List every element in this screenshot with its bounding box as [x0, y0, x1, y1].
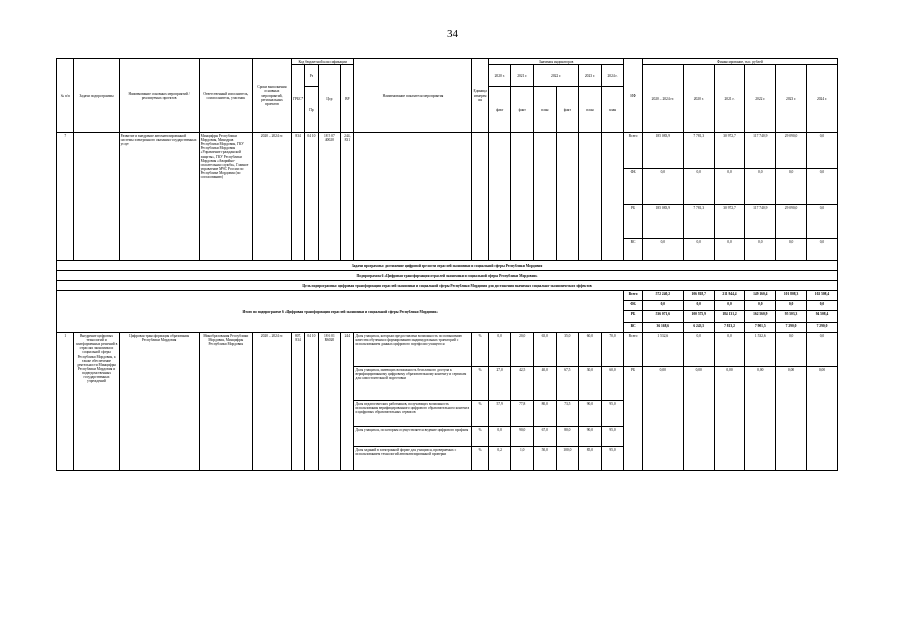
indicator-value: 60,0	[601, 367, 624, 401]
col-unit-header: Единица измерения	[472, 59, 488, 133]
finance-value: 0,0	[806, 301, 837, 311]
finance-source: Всего	[624, 291, 642, 301]
col-pr-header: Пр	[305, 87, 318, 133]
col-rz-header: Рз	[305, 65, 318, 87]
finance-year-header: 2021 г.	[714, 65, 745, 133]
col-csr-header: Цср	[318, 65, 341, 133]
row-value	[534, 133, 557, 261]
indicator-value: 1,0	[511, 447, 534, 471]
finance-value: 536 071,6	[642, 311, 683, 323]
indicator-value: 0,0	[488, 333, 511, 367]
indicator-value: 67,0	[534, 427, 557, 447]
finance-year-header: 2024 г.	[806, 65, 837, 133]
col-values-header: Значения индикаторов	[488, 59, 623, 65]
col-period-header: Сроки выполнения основных мероприятий, региональных проектов	[252, 59, 291, 133]
finance-value: 149 160,4	[745, 291, 776, 301]
finance-source: ФБ	[624, 169, 642, 205]
finance-value: 7 781,3	[683, 205, 714, 239]
row-vr: 244, 831	[341, 133, 354, 261]
indicator-value: 60,0	[579, 333, 602, 367]
finance-value: 7 813,2	[714, 323, 745, 333]
program-table-wrapper	[56, 58, 838, 471]
row-value	[511, 133, 534, 261]
indicator-name: Доля учащихся, по которым осуществляется ведение цифрового профиля	[354, 427, 472, 447]
indicator-unit: %	[472, 333, 488, 367]
finance-value: 572 240,2	[642, 291, 683, 301]
row-grbs: 807, 834	[291, 333, 304, 471]
col-vr-header: ВР	[341, 65, 354, 133]
finance-value: 117 740,9	[745, 133, 776, 169]
finance-value: 0,0	[683, 169, 714, 205]
finance-value: 185 083,9	[642, 205, 683, 239]
finance-value: 185 083,9	[642, 133, 683, 169]
values-year-header: 2024 г.	[601, 65, 624, 87]
finance-value: 0,0	[642, 169, 683, 205]
finance-value: 0,00	[745, 367, 776, 471]
section-subprogram: Подпрограмма 6 «Цифровая трансформация отраслей экономики и социальной сферы Республики Мордовия»	[57, 271, 838, 281]
indicator-value: 65,0	[534, 333, 557, 367]
indicator-value: 50,0	[534, 447, 557, 471]
finance-value: 0,0	[714, 169, 745, 205]
finance-value: 0,0	[683, 239, 714, 261]
row-period: 2020 – 2024 гг.	[252, 133, 291, 261]
values-sub-header: факт	[488, 87, 511, 133]
finance-value: 94 508,4	[806, 311, 837, 323]
indicator-value: 70,0	[601, 333, 624, 367]
finance-value: 0,00	[776, 367, 807, 471]
finance-value: 0,00	[714, 367, 745, 471]
finance-source: ВС	[624, 323, 642, 333]
row-vr: 244	[341, 333, 354, 471]
indicator-value: 85,0	[579, 447, 602, 471]
values-sub-header: план	[579, 87, 602, 133]
finance-value: 0,00	[683, 367, 714, 471]
row-unit	[472, 133, 488, 261]
row-value	[488, 133, 511, 261]
finance-value: 30 972,7	[714, 205, 745, 239]
values-year-header: 2021 г.	[511, 65, 534, 87]
finance-value: 100 575,9	[683, 311, 714, 323]
indicator-name: Доля учащихся, которым предоставлена возможность по повышению качества обучения и формированию индивидуальных траекторий с использованием данных цифрового портфолио учащегося	[354, 333, 472, 367]
finance-value: 0,0	[806, 333, 837, 367]
finance-value: 29 090,0	[776, 205, 807, 239]
row-csr: 18 5 07 40020	[318, 133, 341, 261]
values-year-header: 2022 г.	[534, 65, 579, 87]
table-row	[57, 333, 838, 367]
finance-value: 0,0	[714, 301, 745, 311]
indicator-value: 77,8	[511, 401, 534, 427]
finance-year-header: 2022 г.	[745, 65, 776, 133]
finance-value: 0,0	[776, 169, 807, 205]
finance-value: 0,0	[683, 333, 714, 367]
indicator-value: 95,0	[601, 427, 624, 447]
indicator-value: 100,0	[556, 447, 579, 471]
col-measure-header: Наименование основных мероприятий / реализуемых проектов	[119, 59, 199, 133]
row-measure: Цифровая трансформация образования Республики Мордовия	[119, 333, 199, 471]
indicator-value: 57,9	[488, 401, 511, 427]
indicator-unit: %	[472, 367, 488, 401]
finance-value: 0,00	[806, 367, 837, 471]
indicator-value: 90,0	[579, 427, 602, 447]
indicator-unit: %	[472, 447, 488, 471]
indicator-value: 73,5	[556, 401, 579, 427]
indicator-value: 90,0	[579, 401, 602, 427]
finance-value: 0,0	[776, 239, 807, 261]
col-task-header: Задачи подпрограммы	[74, 59, 119, 133]
finance-value: 0,0	[776, 333, 807, 367]
values-sub-header: план	[601, 87, 624, 133]
finance-value: 6 243,5	[683, 323, 714, 333]
finance-value: 0,0	[806, 205, 837, 239]
finance-value: 7 290,0	[806, 323, 837, 333]
finance-value: 0,0	[745, 301, 776, 311]
program-table	[56, 58, 838, 471]
row-num: 1	[57, 333, 74, 471]
col-finance-header: Финансирование, тыс. рублей	[642, 59, 837, 65]
finance-value: 117 740,9	[745, 205, 776, 239]
col-responsible-header: Ответственный исполнитель, соисполнитель, участник	[199, 59, 252, 133]
finance-source: ФБ	[624, 301, 642, 311]
values-year-header: 2020 г.	[488, 65, 511, 87]
indicator-value: 30,0	[579, 367, 602, 401]
values-sub-header: факт	[511, 87, 534, 133]
finance-value: 0,0	[745, 239, 776, 261]
row-indicator	[354, 133, 472, 261]
indicator-value: 90,0	[511, 427, 534, 447]
finance-value: 0,00	[642, 367, 683, 471]
finance-value: 162 560,9	[745, 311, 776, 323]
finance-value: 29 090,0	[776, 133, 807, 169]
finance-value: 0,0	[806, 169, 837, 205]
row-period: 2020 – 2024 гг.	[252, 333, 291, 471]
page-number: 34	[447, 28, 458, 40]
indicator-value: 40,0	[534, 367, 557, 401]
finance-value: 1 532,6	[642, 333, 683, 367]
table-row	[57, 291, 838, 301]
section-task: Задачи программы: достижение цифровой зрелости отраслей экономики и социальной сферы Республики Мордовия	[57, 261, 838, 271]
col-num-header: № п/п	[57, 59, 74, 133]
finance-source: РБ	[624, 311, 642, 323]
finance-value: 0,0	[806, 239, 837, 261]
col-source-header: ИФ	[624, 59, 642, 133]
row-rz: 04 10	[305, 333, 318, 471]
finance-value: 0,0	[745, 169, 776, 205]
finance-value: 0,0	[714, 239, 745, 261]
row-responsible: Минцифры Республики Мордовия, Минздрав Республики Мордовия, ГКУ Республики Мордовия «Управление гражданской защиты», ГКУ Республики Мордовия «Аварийно-спасательная служба», Главное управление МЧС России по Республике Мордовия (по согласованию)	[199, 133, 252, 261]
indicator-unit: %	[472, 427, 488, 447]
finance-source: РБ	[624, 367, 642, 471]
finance-value: 0,0	[806, 133, 837, 169]
total-label: Итого по подпрограмме 6 «Цифровая трансформация отраслей экономики и социальной сферы Республики Мордовия»	[57, 291, 624, 333]
row-num: 7	[57, 133, 74, 261]
row-value	[579, 133, 602, 261]
indicator-value: 80,0	[556, 427, 579, 447]
col-budget-code-header: Код бюджетной классификации	[291, 59, 354, 65]
finance-year-header: 2020 – 2024 гг.	[642, 65, 683, 133]
finance-value: 95 503,3	[776, 311, 807, 323]
finance-value: 102 508,4	[806, 291, 837, 301]
col-grbs-header: ГРБС*	[291, 65, 304, 133]
values-year-header: 2023 г.	[579, 65, 602, 87]
indicator-name: Доля учащихся, имеющих возможность бесплатного доступа к верифицированному цифровому образовательному контенту и сервисам для самостоятельной подготовки	[354, 367, 472, 401]
finance-value: 0,0	[776, 301, 807, 311]
finance-value: 1 532,6	[745, 333, 776, 367]
row-csr: 18 6 01 R6020	[318, 333, 341, 471]
finance-value: 211 944,4	[714, 291, 745, 301]
finance-value: 36 168,6	[642, 323, 683, 333]
col-indicator-header: Наименование показателя мероприятия	[354, 59, 472, 133]
row-rz: 04 10	[305, 133, 318, 261]
finance-year-header: 2020 г.	[683, 65, 714, 133]
indicator-value: 20,0	[511, 333, 534, 367]
indicator-name: Доля заданий в электронной форме для учащихся, проверяемых с использованием технологий автоматизированной проверки	[354, 447, 472, 471]
row-responsible: Минобразования Республики Мордовия, Минцифры Республики Мордовия	[199, 333, 252, 471]
finance-value: 7 901,5	[745, 323, 776, 333]
indicator-value: 0,2	[488, 447, 511, 471]
finance-value: 101 808,3	[776, 291, 807, 301]
row-task: Внедрение цифровых технологий и платформенных решений в отраслях экономики и социальной сферы Республики Мордовия, а также обеспечение деятельности Минцифры Республики Мордовия и подведомственных государственных учреждений	[74, 333, 119, 471]
finance-year-header: 2023 г.	[776, 65, 807, 133]
row-value	[601, 133, 624, 261]
section-goal: Цель подпрограммы: цифровая трансформация отраслей экономики и социальной сферы Республики Мордовия для достижения значимых социально-экономических эффектов	[57, 281, 838, 291]
indicator-value: 42,5	[511, 367, 534, 401]
finance-value: 106 818,7	[683, 291, 714, 301]
finance-value: 184 131,2	[714, 311, 745, 323]
indicator-value: 35,0	[556, 333, 579, 367]
values-sub-header: план	[534, 87, 557, 133]
indicator-value: 0,0	[488, 427, 511, 447]
row-grbs: 834	[291, 133, 304, 261]
indicator-name: Доля педагогических работников, получающих возможность использования верифицированного цифрового образовательного контента и цифровых образовательных сервисов	[354, 401, 472, 427]
row-task	[74, 133, 119, 261]
finance-source: РБ	[624, 205, 642, 239]
finance-value: 0,0	[683, 301, 714, 311]
row-value	[556, 133, 579, 261]
values-sub-header: факт	[556, 87, 579, 133]
indicator-value: 95,0	[601, 401, 624, 427]
table-row	[57, 133, 838, 169]
finance-value: 7 290,0	[776, 323, 807, 333]
finance-value: 0,0	[714, 333, 745, 367]
finance-value: 7 781,3	[683, 133, 714, 169]
finance-source: Всего	[624, 133, 642, 169]
indicator-value: 67,5	[556, 367, 579, 401]
indicator-unit: %	[472, 401, 488, 427]
finance-value: 30 972,7	[714, 133, 745, 169]
indicator-value: 80,0	[534, 401, 557, 427]
finance-value: 0,0	[642, 239, 683, 261]
finance-source: Всего	[624, 333, 642, 367]
finance-source: ВС	[624, 239, 642, 261]
indicator-value: 95,0	[601, 447, 624, 471]
indicator-value: 27,0	[488, 367, 511, 401]
row-measure: Развитие и внедрение автоматизированной системы электронного оказания государственных услуг	[119, 133, 199, 261]
finance-value: 0,0	[642, 301, 683, 311]
